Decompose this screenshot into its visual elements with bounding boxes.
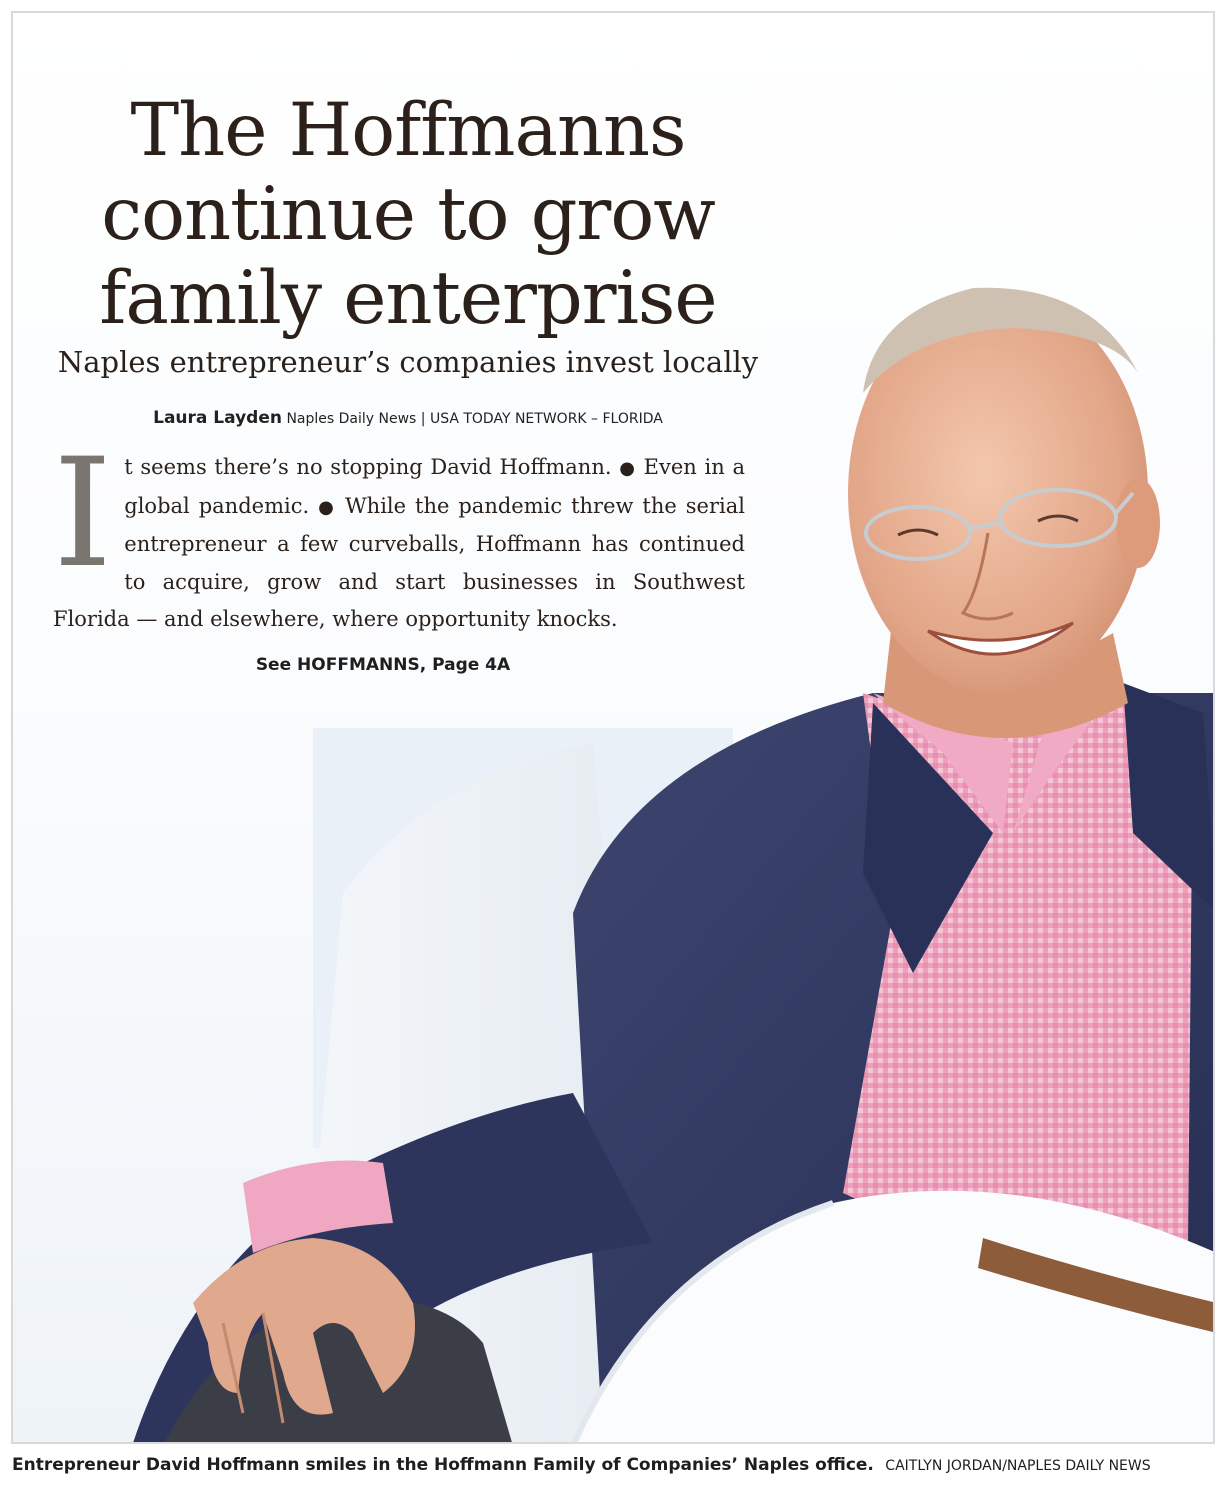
byline-affiliation: Naples Daily News | USA TODAY NETWORK – FLORIDA <box>286 411 663 427</box>
subheadline: Naples entrepreneur’s companies invest locally <box>57 345 759 379</box>
photo-caption <box>12 1453 1216 1478</box>
lede-sentence-2: Even in a global pandemic. <box>124 455 745 518</box>
caption-text: Entrepreneur David Hoffmann smiles in the Hoffmann Family of Companies’ Naples office. <box>12 1455 874 1475</box>
bullet-separator: ● <box>619 458 636 479</box>
lede-sentence-1: t seems there’s no stopping David Hoffmann. <box>124 455 612 479</box>
jump-line[interactable]: See HOFFMANNS, Page 4A <box>255 655 511 675</box>
article-frame <box>11 11 1215 1444</box>
bullet-separator: ● <box>318 496 337 518</box>
lede-sentence-3: While the pandemic threw the serial entrepreneur a few curveballs, Hoffmann has continued to acquire, grow and start businesses in Southwest Florida — and elsewhere, where opportunity knocks. <box>53 493 745 631</box>
byline-author: Laura Layden <box>153 408 282 428</box>
headline: The Hoffmanns continue to grow family enterprise <box>99 88 717 341</box>
article-lede <box>53 427 745 639</box>
photo-credit: CAITLYN JORDAN/NAPLES DAILY NEWS <box>885 1458 1151 1474</box>
drop-cap: I <box>53 427 113 601</box>
byline <box>53 407 763 430</box>
